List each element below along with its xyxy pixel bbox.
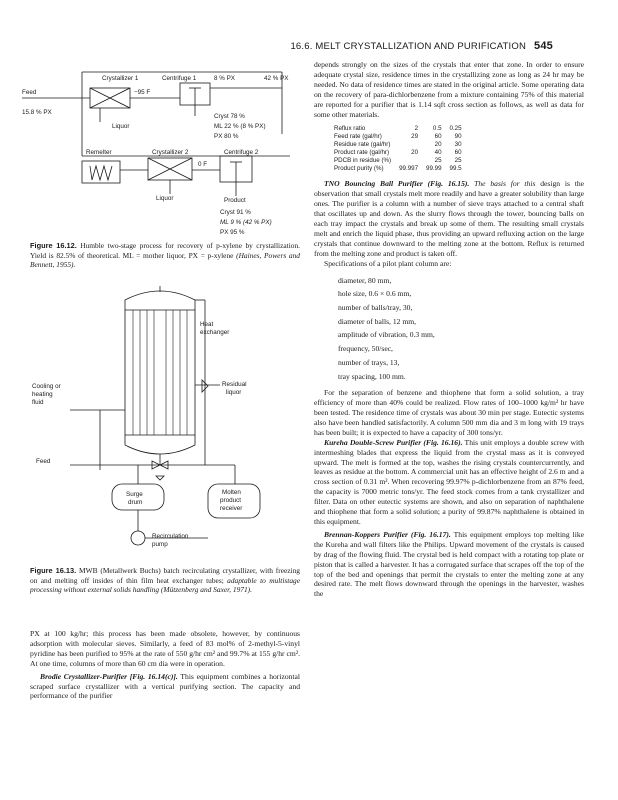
left-column-body <box>30 629 300 701</box>
svg-text:Surge: Surge <box>126 491 143 498</box>
svg-text:Centrifuge 2: Centrifuge 2 <box>224 149 259 156</box>
svg-text:Molten: Molten <box>222 489 241 496</box>
table-cell: 25 <box>454 157 462 165</box>
svg-text:Residual: Residual <box>222 381 247 388</box>
svg-text:PX 80 %: PX 80 % <box>214 133 239 140</box>
table-cell: 40 <box>434 149 442 157</box>
table-cell: 60 <box>434 133 442 141</box>
figure-16-13-diagram <box>30 280 310 560</box>
figure-16-13-caption: Figure 16.13. MWB (Metallwerk Buchs) batch recirculating crystallizer, with freezing on and melting off insides of thin film heat exchanger tubes; adaptable to multistage processing without external solids handling (Mützenberg and Saxer, 1971). <box>30 566 301 594</box>
table-row <box>334 149 466 157</box>
table-cell: 90 <box>454 133 462 141</box>
paragraph: PX at 100 kg/hr; this process has been made obsolete, however, by continuous adsorption with molecular sieves. Similarly, a feed of 83 mol% of 2-methyl-5-vinyl pyridine has been purified to 95% at the rate of 550 g/hr cm² and 99.7% at 155 g/hr cm². At one time, columns of more than 60 cm dia were in operation. <box>30 629 300 668</box>
svg-text:product: product <box>220 497 242 504</box>
heat-exchanger-column <box>125 291 195 454</box>
table-row-label: Product rate (gal/hr) <box>334 149 390 157</box>
recirculation-pump <box>131 531 145 545</box>
table-cell <box>395 157 422 165</box>
paragraph: Specifications of a pilot plant column are: <box>324 258 452 268</box>
table-cell: 99.99 <box>426 165 442 173</box>
remelter <box>82 161 120 183</box>
svg-text:receiver: receiver <box>220 505 243 512</box>
svg-text:liquor: liquor <box>226 389 242 396</box>
svg-text:Crystallizer 2: Crystallizer 2 <box>152 149 189 156</box>
table-cell: 0.5 <box>432 125 442 133</box>
table-row-label: Residue rate (gal/hr) <box>334 141 391 149</box>
figure-16-12-diagram <box>20 58 310 268</box>
svg-text:Product: Product <box>224 197 246 204</box>
paragraph: Kureha Double-Screw Purifier (Fig. 16.16). This unit employs a double screw with intermeshing blades that express the liquid from the crystal mass as it is conveyed upward. The melt is formed at the top, washes the rising crystals countercurrently, and leaves as residue at the bottom. A commercial unit has an effective height of 2.6 m and a cross section of 0.31 m². When recovering 99.97% p-dichlorbenzene from an 87% feed, the capacity is 7000 metric tons/yr. The feed stock comes from a tank crystallizer and filter. Data on other eutectic systems are shown, and also on separation of naphthalene and thiophene that form a solid solution; a purity of 99.87% naphthalene is obtained in this equipment. <box>314 437 584 526</box>
table-cell: 99.997 <box>399 165 419 173</box>
svg-text:Crystallizer 1: Crystallizer 1 <box>102 75 139 82</box>
paragraph: TNO Bouncing Ball Purifier (Fig. 16.15). The basis for this design is the observation that small crystals melt more readily and have a greater solubility than large ones. The purifier is a column with a number of sieve trays attached to a central shaft that oscillates up and down. As the slurry flows through the tower, bouncing balls on each tray impact the crystals and break up some of them. The resulting small crystals melt and enrich the liquid phase, thus providing an upward refluxing action on the large crystals that continue downward to the melting zone at the bottom. Reflux is returned from the melting zone and product is taken off. <box>314 179 584 258</box>
svg-text:heating: heating <box>32 391 53 398</box>
svg-text:−95 F: −95 F <box>134 89 151 96</box>
svg-text:Liquor: Liquor <box>156 195 174 202</box>
table-cell: 30 <box>454 141 462 149</box>
table-row <box>334 165 466 173</box>
svg-text:drum: drum <box>128 499 143 506</box>
svg-text:Feed: Feed <box>22 89 37 96</box>
right-column-body <box>314 60 584 599</box>
page-number: 545 <box>534 40 553 52</box>
table-cell: 0.25 <box>449 125 462 133</box>
svg-text:pump: pump <box>152 541 168 548</box>
svg-text:42 % PX: 42 % PX <box>264 75 289 82</box>
spec-item: number of trays, 13, <box>338 357 400 367</box>
svg-text:Cryst 78 %: Cryst 78 % <box>214 113 245 120</box>
svg-text:0 F: 0 F <box>198 161 208 168</box>
table-row <box>334 141 466 149</box>
spec-item: tray spacing, 100 mm. <box>338 371 406 381</box>
table-row-label: PDCB in residue (%) <box>334 157 392 165</box>
spec-item: amplitude of vibration, 0.3 mm, <box>338 330 435 340</box>
svg-text:fluid: fluid <box>32 399 44 406</box>
table-row <box>334 133 466 141</box>
paragraph: depends strongly on the sizes of the crystals that enter that zone. In order to ensure adequate crystal size, residence times in the crystallizing zone as long as 24 hr may be needed. No data of residence times are stated in the original article. Some operating data on the recovery of para-dichlorbenzene from a mixture containing 75% of this material are reported for a purifier that is 1.14 sqft cross section as follows, as well as data for some other materials. <box>314 60 584 119</box>
paragraph: For the separation of benzene and thiophene that form a solid solution, a tray efficiency of more than 40% could be realized. Flow rates of 100–1000 kg/m² hr have been tested. The residence time of crystals was about 30 min per stage. Eutectic systems also have been handled satisfactorily. A column 500 mm dia and 3 m long with 19 trays has been built; it is expected to have a capacity of 300 tons/yr. <box>314 388 584 437</box>
svg-text:Remelter: Remelter <box>86 149 112 156</box>
spec-item: diameter, 80 mm, <box>338 275 392 285</box>
figure-16-12-caption: Figure 16.12. Humble two-stage process for recovery of p-xylene by crystallization. Yield is 82.5% of theoretical. ML = mother liquor, PX = p-xylene (Haines, Powers and Bennett, 1955). <box>30 241 301 269</box>
table-cell: 99.5 <box>449 165 462 173</box>
table-row <box>334 157 466 165</box>
svg-text:PX 95 %: PX 95 % <box>220 229 245 236</box>
section-title: 16.6. MELT CRYSTALLIZATION AND PURIFICATION <box>290 41 527 52</box>
paragraph: Brennan-Koppers Purifier (Fig. 16.17). This equipment employs top melting like the Kureha and wall filters like the Philips. Upward movement of the crystals is caused by drag of the flowing fluid. The crystal bed is held compact with a rotating top plate or piston that is called a harvester. It has a corrugated surface that scrapes off the top of the top of the bed and openings that permit the crystals to enter the melting zone at any desired rate. The melt flows downward through the openings in the harvester, washes the <box>314 529 584 599</box>
svg-text:Cooling or: Cooling or <box>32 383 61 390</box>
table-row-label: Product purity (%) <box>334 165 384 173</box>
svg-text:Recirculation: Recirculation <box>152 533 189 540</box>
paragraph: Brodie Crystallizer-Purifier [Fig. 16.14(c)]. This equipment combines a horizontal scraped surface crystallizer with a vertical purifying section. The capacity and performance of the purifier <box>30 671 301 701</box>
spec-item: frequency, 50/sec, <box>338 344 393 354</box>
svg-text:15.8 % PX: 15.8 % PX <box>22 109 52 116</box>
svg-text:exchanger: exchanger <box>200 329 230 336</box>
table-cell: 29 <box>411 133 419 141</box>
running-header <box>290 40 553 52</box>
svg-text:Liquor: Liquor <box>112 123 130 130</box>
specification-list <box>338 274 584 384</box>
svg-text:Feed: Feed <box>36 458 51 465</box>
svg-text:8 % PX: 8 % PX <box>214 75 235 82</box>
table-cell: 25 <box>434 157 442 165</box>
svg-text:ML 9 % (42 % PX): ML 9 % (42 % PX) <box>220 219 272 226</box>
table-cell: 20 <box>411 149 419 157</box>
table-cell <box>395 141 422 149</box>
table-row <box>334 125 466 133</box>
table-row-label: Reflux ratio <box>334 125 366 133</box>
table-row-label: Feed rate (gal/hr) <box>334 133 382 141</box>
spec-item: diameter of balls, 12 mm, <box>338 316 417 326</box>
spec-item: number of balls/tray, 30, <box>338 303 413 312</box>
svg-text:Cryst 91 %: Cryst 91 % <box>220 209 251 216</box>
spec-item: hole size, 0.6 × 0.6 mm, <box>338 289 412 299</box>
table-cell: 2 <box>414 125 419 133</box>
table-cell: 20 <box>434 141 442 149</box>
purifier-data-table <box>334 125 466 173</box>
svg-text:Heat: Heat <box>200 321 214 328</box>
svg-text:Centrifuge 1: Centrifuge 1 <box>162 75 197 82</box>
table-cell: 60 <box>454 149 462 157</box>
svg-text:ML 22 % (8 % PX): ML 22 % (8 % PX) <box>214 123 266 130</box>
